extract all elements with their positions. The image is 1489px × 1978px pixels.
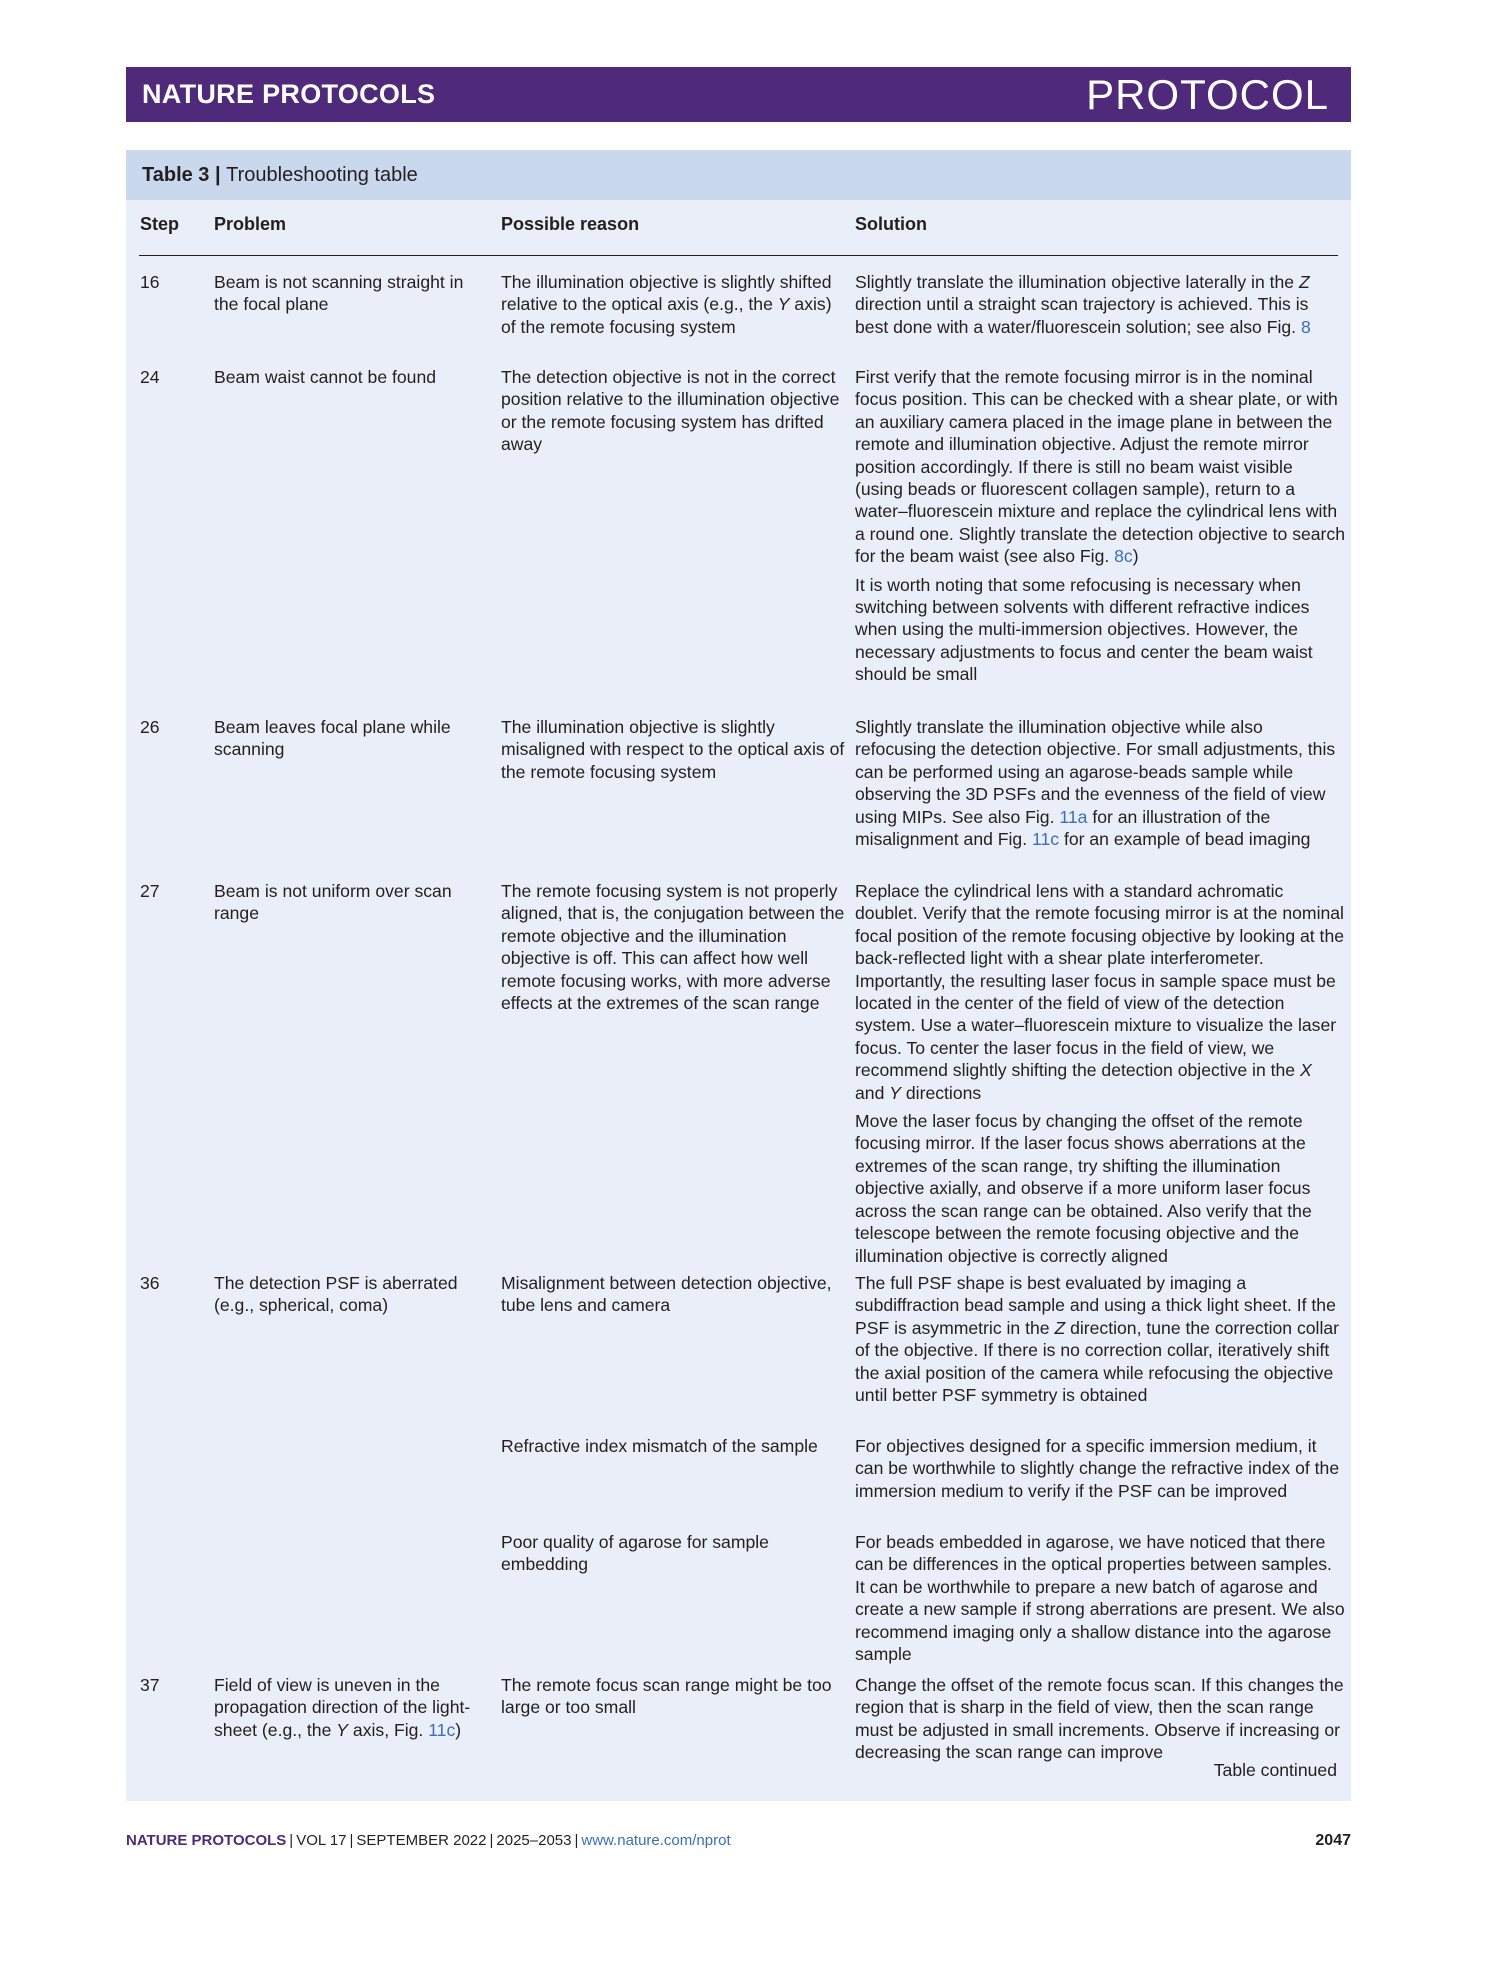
- row-26-reason: [501, 716, 846, 783]
- table-label: Table 3 |: [142, 163, 221, 186]
- row-36-reason-2-text: Refractive index mismatch of the sample: [501, 1436, 818, 1456]
- column-header-solution: Solution: [855, 214, 927, 234]
- row-36-solution-2: [855, 1435, 1345, 1502]
- table-title-text: Troubleshooting table: [226, 163, 418, 186]
- row-26-solution: [855, 716, 1345, 850]
- article-type: PROTOCOL: [1086, 70, 1329, 118]
- page-number: 2047: [1315, 1832, 1351, 1849]
- footer-date: SEPTEMBER 2022: [356, 1832, 487, 1849]
- column-header-step: Step: [140, 214, 180, 234]
- footer-pages: 2025–2053: [496, 1832, 572, 1849]
- row-24-solution: [855, 366, 1345, 686]
- table-continued-note: Table continued: [1213, 1760, 1337, 1780]
- row-27-solution: [855, 880, 1345, 1267]
- footer-url-link[interactable]: www.nature.com/nprot: [581, 1832, 731, 1849]
- row-24-solution-note: It is worth noting that some refocusing is necessary when switching between solvents with different refractive indices when using the multi-immersion objectives. However, the necessary adjustments to focus and center the beam waist should be small: [855, 574, 1313, 685]
- row-36-solution-1-text: The full PSF shape is best evaluated by imaging a subdiffraction bead sample and using a thick light sheet. If the PSF is asymmetric in the Z direction, tune the correction collar of the objective. If there is no correction collar, iteratively shift the axial position of the camera while refocusing the objective until better PSF symmetry is obtained: [855, 1273, 1340, 1406]
- row-36-reason-3: [501, 1531, 846, 1576]
- troubleshooting-table: [126, 150, 1351, 1801]
- row-24-step: 24: [140, 367, 160, 387]
- footer-citation: NATURE PROTOCOLS | VOL 17 | SEPTEMBER 2022 | 2025–2053 | www.nature.com/nprot: [126, 1832, 731, 1849]
- row-27-solution-note: Move the laser focus by changing the offset of the remote focusing mirror. If the laser focus shows aberrations at the extremes of the scan range, try shifting the illumination objective axially, and observe if a more uniform laser focus across the scan range can be obtained. Also verify that the telescope between the remote focusing objective and the illumination objective is correctly aligned: [855, 1111, 1312, 1266]
- row-27-reason: [501, 880, 846, 1014]
- row-37-problem: [214, 1674, 484, 1741]
- row-16-reason-text: The illumination objective is slightly shifted relative to the optical axis (e.g., the Y axis) of the remote focusing system: [501, 272, 832, 337]
- row-36-solution-1: [855, 1272, 1345, 1406]
- journal-name: NATURE PROTOCOLS: [142, 79, 436, 109]
- row-37-step: 37: [140, 1675, 160, 1695]
- header-rule: [139, 255, 1338, 256]
- row-36-problem: The detection PSF is aberrated (e.g., spherical, coma): [214, 1273, 458, 1316]
- row-24-problem: Beam waist cannot be found: [214, 367, 437, 387]
- row-36-reason-3-text: Poor quality of agarose for sample embedding: [501, 1532, 769, 1575]
- row-16-solution-text: Slightly translate the illumination objective laterally in the Z direction until a straight scan trajectory is achieved. This is best done with a water/fluorescein solution; see also Fig. 8: [855, 272, 1311, 337]
- row-26-problem: Beam leaves focal plane while scanning: [214, 717, 451, 760]
- row-26-solution-text: Slightly translate the illumination objective while also refocusing the detection objective. For small adjustments, this can be performed using an agarose-beads sample while observing the 3D PSFs and the evenness of the field of view using MIPs. See also Fig. 11a for an illustration of the misalignment and Fig. 11c for an example of bead imaging: [855, 717, 1336, 850]
- row-37-reason: [501, 1674, 846, 1719]
- row-37-reason-text: The remote focus scan range might be too large or too small: [501, 1675, 832, 1718]
- row-24-reason-text: The detection objective is not in the correct position relative to the illumination objective or the remote focusing system has drifted away: [501, 367, 840, 455]
- column-header-reason: Possible reason: [501, 214, 640, 234]
- table-title: [126, 150, 1351, 200]
- row-27-step: 27: [140, 881, 160, 901]
- row-37-solution-text: Change the offset of the remote focus scan. If this changes the region that is sharp in the field of view, then the scan range must be adjusted in small increments. Observe if increasing or decreasing the scan range can improve: [855, 1675, 1344, 1763]
- row-36-solution-2-text: For objectives designed for a specific immersion medium, it can be worthwhile to slightly change the refractive index of the immersion medium to verify if the PSF can be improved: [855, 1436, 1340, 1501]
- row-24-solution-text: First verify that the remote focusing mirror is in the nominal focus position. This can be checked with a shear plate, or with an auxiliary camera placed in the image plane in between the remote and illumination objective. Adjust the remote mirror position accordingly. If there is still no beam waist visible (using beads or fluorescent collagen sample), return to a water–fluorescein mixture and replace the cylindrical lens with a round one. Slightly translate the detection objective to search for the beam waist (see also Fig. 8c): [855, 367, 1345, 567]
- row-36-reason-1: [501, 1272, 846, 1317]
- row-16-solution: [855, 271, 1345, 338]
- row-37-solution: [855, 1674, 1345, 1764]
- row-16-step: 16: [140, 272, 160, 292]
- row-24-reason: [501, 366, 846, 456]
- row-37-problem-text: Field of view is uneven in the propagation direction of the light-sheet (e.g., the Y axis, Fig. 11c): [214, 1675, 471, 1740]
- footer-volume: VOL 17: [296, 1832, 347, 1849]
- row-16-problem: Beam is not scanning straight in the focal plane: [214, 272, 464, 315]
- row-27-solution-text: Replace the cylindrical lens with a standard achromatic doublet. Verify that the remote focusing mirror is at the nominal focal position of the remote focusing objective by looking at the back-reflected light with a shear plate interferometer. Importantly, the resulting laser focus in sample space must be located in the center of the field of view of the detection system. Use a water–fluorescein mixture to visualize the laser focus. To center the laser focus in the field of view, we recommend slightly shifting the detection objective in the X and Y directions: [855, 881, 1345, 1103]
- row-36-reason-2: [501, 1435, 846, 1457]
- row-36-solution-3-text: For beads embedded in agarose, we have noticed that there can be differences in the optical properties between samples. It can be worthwhile to prepare a new batch of agarose and create a new sample if strong aberrations are present. We also recommend imaging only a shallow distance into the agarose sample: [855, 1532, 1345, 1665]
- footer-journal: NATURE PROTOCOLS: [126, 1832, 287, 1849]
- row-26-reason-text: The illumination objective is slightly misaligned with respect to the optical axis of the remote focusing system: [501, 717, 845, 782]
- journal-banner: [126, 67, 1351, 122]
- row-36-solution-3: [855, 1531, 1345, 1665]
- column-header-problem: Problem: [214, 214, 287, 234]
- row-27-reason-text: The remote focusing system is not properly aligned, that is, the conjugation between the remote objective and the illumination objective is off. This can affect how well remote focusing works, with more adverse effects at the extremes of the scan range: [501, 881, 845, 1014]
- row-16-reason: [501, 271, 846, 338]
- row-26-step: 26: [140, 717, 160, 737]
- row-36-reason-1-text: Misalignment between detection objective, tube lens and camera: [501, 1273, 832, 1316]
- page-footer: [126, 1832, 1351, 1850]
- row-36-step: 36: [140, 1273, 160, 1293]
- row-27-problem: Beam is not uniform over scan range: [214, 881, 452, 924]
